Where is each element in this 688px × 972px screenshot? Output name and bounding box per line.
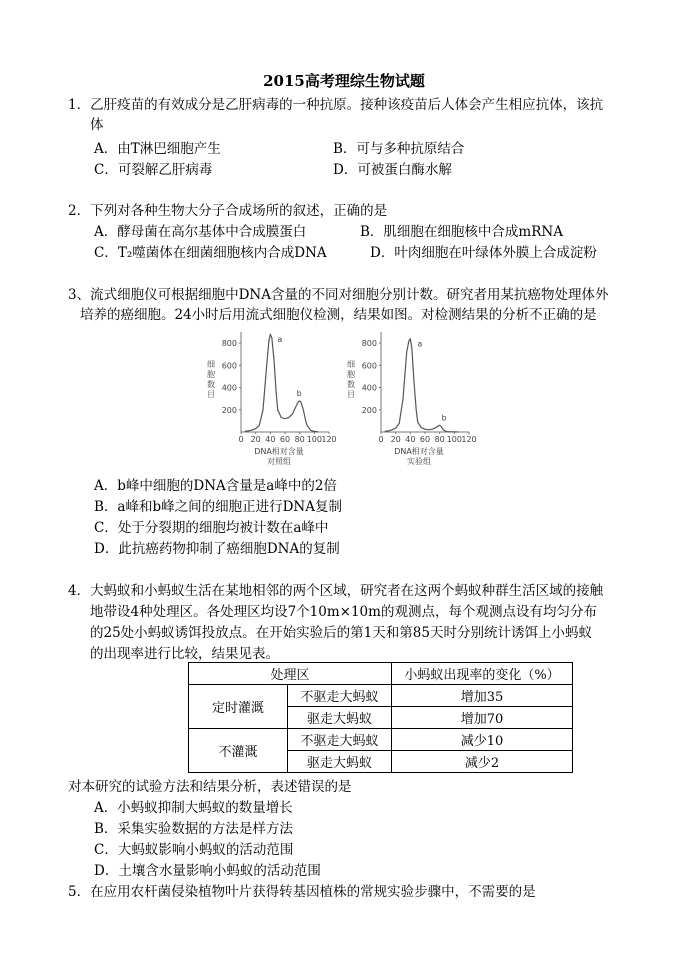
table-row — [189, 729, 573, 751]
table-cell-value: 减少10 — [392, 729, 573, 751]
x-tick-label: 40 — [405, 435, 416, 444]
x-tick-label: 0 — [238, 435, 244, 444]
y-axis-label-char: 数 — [347, 380, 355, 389]
y-tick-label: 400 — [361, 383, 377, 393]
y-axis-label-char: 细 — [347, 360, 355, 369]
q4-option-d: D．土壤含水量影响小蚂蚁的活动范围 — [94, 863, 321, 879]
x-tick-label: 120 — [461, 435, 477, 444]
x-axis-label: DNA相对含量 — [254, 447, 304, 456]
q4-stem-l3: 的25处小蚂蚁诱饵投放点。在开始实验后的第1天和第85天时分别统计诱饵上小蚂蚁 — [90, 625, 592, 641]
q2-option-d: D．叶肉细胞在叶绿体外膜上合成淀粉 — [370, 245, 597, 261]
table-row — [189, 685, 573, 707]
table-header-row — [189, 663, 573, 685]
y-tick-label: 800 — [221, 339, 237, 349]
peak-label-b: b — [441, 413, 447, 423]
y-axis-label-char: 目 — [347, 390, 355, 399]
q3-stem: 3、流式细胞仪可根据细胞中DNA含量的不同对细胞分别计数。研究者用某抗癌物处理体外 — [68, 287, 609, 303]
q3-option-d: D．此抗癌药物抑制了癌细胞DNA的复制 — [94, 541, 340, 557]
x-tick-label: 20 — [390, 435, 401, 444]
y-axis-label-char: 细 — [207, 360, 215, 369]
q4-option-a: A．小蚂蚁抑制大蚂蚁的数量增长 — [94, 800, 293, 816]
x-tick-label: 80 — [434, 435, 445, 444]
q1-option-b: B．可与多种抗原结合 — [333, 141, 465, 157]
q3-stem-cont: 培养的癌细胞。24小时后用流式细胞仪检测，结果如图。对检测结果的分析不正确的是 — [80, 307, 597, 323]
q4-stem: 4．大蚂蚁和小蚂蚁生活在某地相邻的两个区域，研究者在这两个蚂蚁种群生活区域的接触 — [68, 583, 604, 599]
table-cell-value: 增加70 — [392, 707, 573, 729]
y-tick-label: 800 — [361, 339, 377, 349]
q3-option-b: B．a峰和b峰之间的细胞正进行DNA复制 — [94, 499, 342, 515]
table-header-change: 小蚂蚁出现率的变化（%） — [392, 663, 573, 685]
table-cell-sub: 驱走大蚂蚁 — [288, 707, 392, 729]
x-tick-label: 80 — [294, 435, 305, 444]
peak-label-a: a — [417, 339, 423, 349]
y-tick-label: 400 — [221, 383, 237, 393]
q4-option-c: C．大蚂蚁影响小蚂蚁的活动范围 — [94, 842, 294, 858]
x-axis-label: DNA相对含量 — [394, 447, 444, 456]
x-tick-label: 60 — [419, 435, 431, 444]
peak-label-b: b — [296, 388, 302, 398]
x-tick-label: 100 — [446, 435, 462, 444]
q1-option-a: A．由T淋巴细胞产生 — [94, 141, 221, 157]
table-cell-value: 减少2 — [392, 751, 573, 773]
table-group-irrigated: 定时灌溉 — [189, 685, 288, 729]
x-tick-label: 60 — [279, 435, 291, 444]
chart-subtitle: 对照组 — [267, 457, 291, 466]
q4-results-table — [188, 662, 573, 773]
x-tick-label: 0 — [378, 435, 384, 444]
q4-stem-l2: 地带设4种处理区。各处理区均设7个10m×10m的观测点，每个观测点设有均匀分布 — [90, 604, 597, 620]
y-tick-label: 200 — [361, 405, 377, 415]
table-cell-sub: 不驱走大蚂蚁 — [288, 729, 392, 751]
q3-graph-experiment — [345, 322, 480, 474]
q4-question: 对本研究的试验方法和结果分析，表述错误的是 — [68, 779, 352, 795]
x-tick-label: 40 — [265, 435, 276, 444]
y-axis-label-char: 胞 — [347, 370, 355, 379]
q2-option-b: B．肌细胞在细胞核中合成mRNA — [360, 224, 563, 240]
table-header-treatment: 处理区 — [189, 663, 392, 685]
table-cell-value: 增加35 — [392, 685, 573, 707]
x-tick-label: 20 — [250, 435, 261, 444]
table-cell-sub: 驱走大蚂蚁 — [288, 751, 392, 773]
q2-option-a: A．酵母菌在高尔基体中合成膜蛋白 — [94, 224, 307, 240]
y-tick-label: 600 — [221, 361, 237, 371]
table-cell-sub: 不驱走大蚂蚁 — [288, 685, 392, 707]
page-title: 2015高考理综生物试题 — [263, 72, 425, 90]
y-tick-label: 200 — [221, 405, 237, 415]
y-tick-label: 600 — [361, 361, 377, 371]
q4-stem-l4: 的出现率进行比较，结果见表。 — [90, 646, 279, 662]
table-group-not-irrigated: 不灌溉 — [189, 729, 288, 773]
q4-option-b: B．采集实验数据的方法是样方法 — [94, 821, 293, 837]
q3-graph-control — [205, 322, 340, 474]
series-line — [385, 339, 458, 432]
x-tick-label: 120 — [321, 435, 337, 444]
q1-option-c: C．可裂解乙肝病毒 — [94, 162, 213, 178]
series-line — [245, 334, 318, 432]
y-axis-label-char: 胞 — [207, 370, 215, 379]
chart-subtitle: 实验组 — [407, 457, 431, 466]
q1-option-d: D．可被蛋白酶水解 — [333, 162, 452, 178]
x-tick-label: 100 — [306, 435, 322, 444]
q1-stem: 1．乙肝疫苗的有效成分是乙肝病毒的一种抗原。接种该疫苗后人体会产生相应抗体，该抗 — [68, 97, 604, 113]
q5-stem: 5．在应用农杆菌侵染植物叶片获得转基因植株的常规实验步骤中，不需要的是 — [68, 884, 536, 900]
q3-option-a: A．b峰中细胞的DNA含量是a峰中的2倍 — [94, 478, 337, 494]
y-axis-label-char: 目 — [207, 390, 215, 399]
y-axis-label-char: 数 — [207, 380, 215, 389]
q2-stem: 2．下列对各种生物大分子合成场所的叙述，正确的是 — [68, 203, 388, 219]
q2-option-c: C．T₂噬菌体在细菌细胞核内合成DNA — [94, 245, 327, 261]
peak-label-a: a — [277, 335, 283, 345]
q1-stem-cont: 体 — [90, 117, 104, 133]
q3-option-c: C．处于分裂期的细胞均被计数在a峰中 — [94, 520, 329, 536]
